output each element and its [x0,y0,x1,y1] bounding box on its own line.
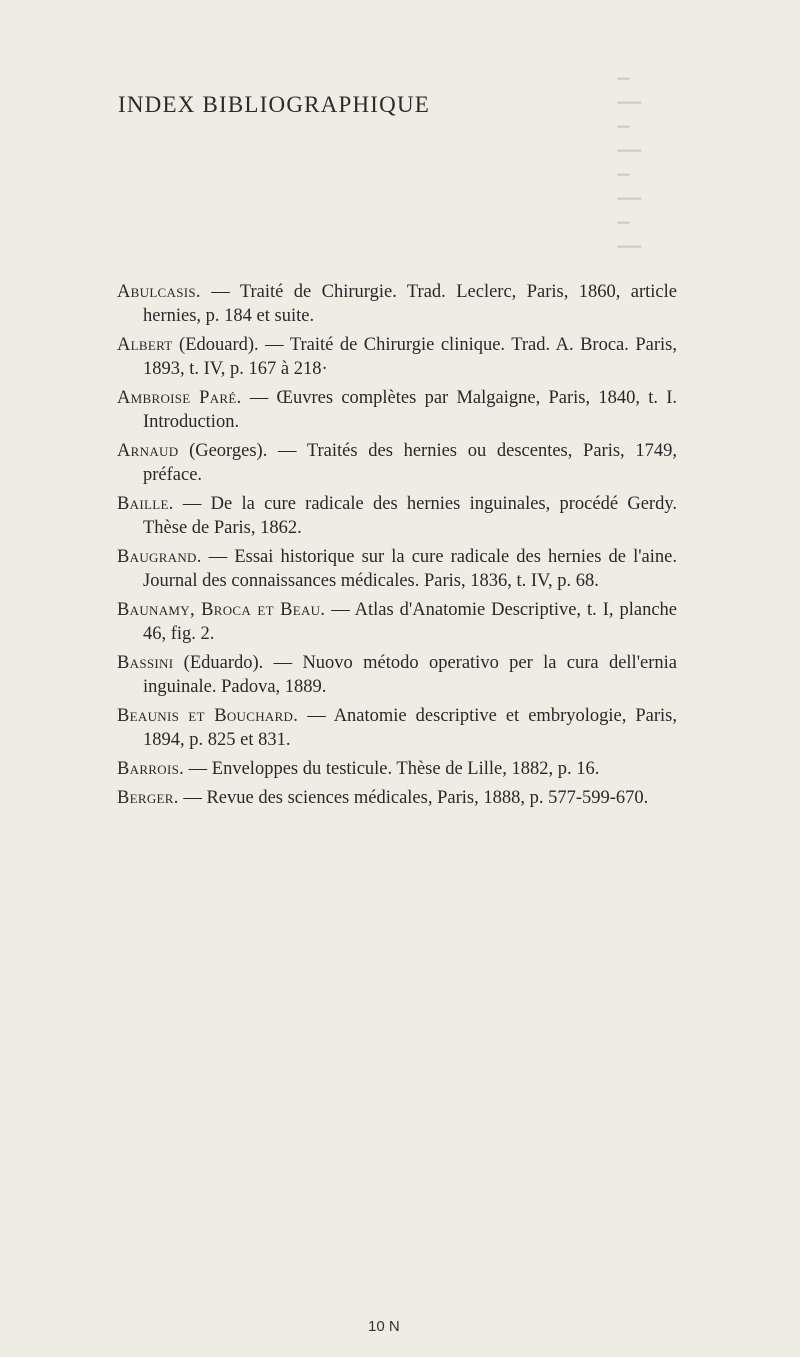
entry-text: — Revue des sciences médicales, Paris, 1888, p. 577-599-670. [178,788,649,808]
entry-author: Barrois. [117,759,185,779]
bibliography-entry [117,786,677,810]
bibliography-list [117,280,677,815]
bibliography-entry [117,598,677,646]
bibliography-entry [117,280,677,328]
entry-author: Berger. [117,788,179,808]
page-title: INDEX BIBLIOGRAPHIQUE [118,92,431,117]
entry-text: — Atlas d'Anatomie Descriptive, t. I, planche 46, fig. 2. [143,600,677,644]
entry-text: (Eduardo). — Nuovo método operativo per la cura dell'ernia inguinale. Padova, 1889. [143,653,677,697]
entry-text: — De la cure radicale des hernies inguinales, procédé Gerdy. Thèse de Paris, 1862. [143,494,677,538]
bleed-through-decoration: ▁ ▁▁ ▁ ▁▁ ▁ ▁▁ ▁ ▁▁ [618,64,642,248]
entry-author: Baugrand. [117,547,202,567]
bibliography-entry [117,651,677,699]
entry-text: — Œuvres complètes par Malgaigne, Paris, 1840, t. I. Introduction. [143,388,678,432]
entry-author: Arnaud [117,441,179,461]
signature-mark: 10 N [368,1318,400,1335]
bibliography-entry [117,704,677,752]
entry-author: Baille. [117,494,174,514]
entry-author: Beaunis et Bouchard. [117,706,299,726]
entry-text: (Edouard). — Traité de Chirurgie clinique. Trad. A. Broca. Paris, 1893, t. IV, p. 167 à 218· [143,335,677,379]
entry-author: Ambroise Paré. [117,388,242,408]
bibliography-entry [117,333,677,381]
entry-author: Baunamy, Broca et Beau. [117,600,326,620]
entry-text: — Essai historique sur la cure radicale des hernies de l'aine. Journal des connaissances médicales. Paris, 1836, t. IV, p. 68. [143,547,677,591]
entry-author: Albert [117,335,173,355]
entry-text: — Anatomie descriptive et embryologie, Paris, 1894, p. 825 et 831. [143,706,677,750]
bibliography-entry [117,386,677,434]
bibliography-entry [117,492,677,540]
entry-author: Abulcasis. [117,282,201,302]
entry-author: Bassini [117,653,174,673]
entry-text: — Enveloppes du testicule. Thèse de Lille, 1882, p. 16. [184,759,600,779]
bibliography-entry [117,439,677,487]
entry-text: (Georges). — Traités des hernies ou descentes, Paris, 1749, préface. [143,441,677,485]
bibliography-entry [117,545,677,593]
entry-text: — Traité de Chirurgie. Trad. Leclerc, Paris, 1860, article hernies, p. 184 et suite. [143,282,677,326]
bibliography-entry [117,757,677,781]
